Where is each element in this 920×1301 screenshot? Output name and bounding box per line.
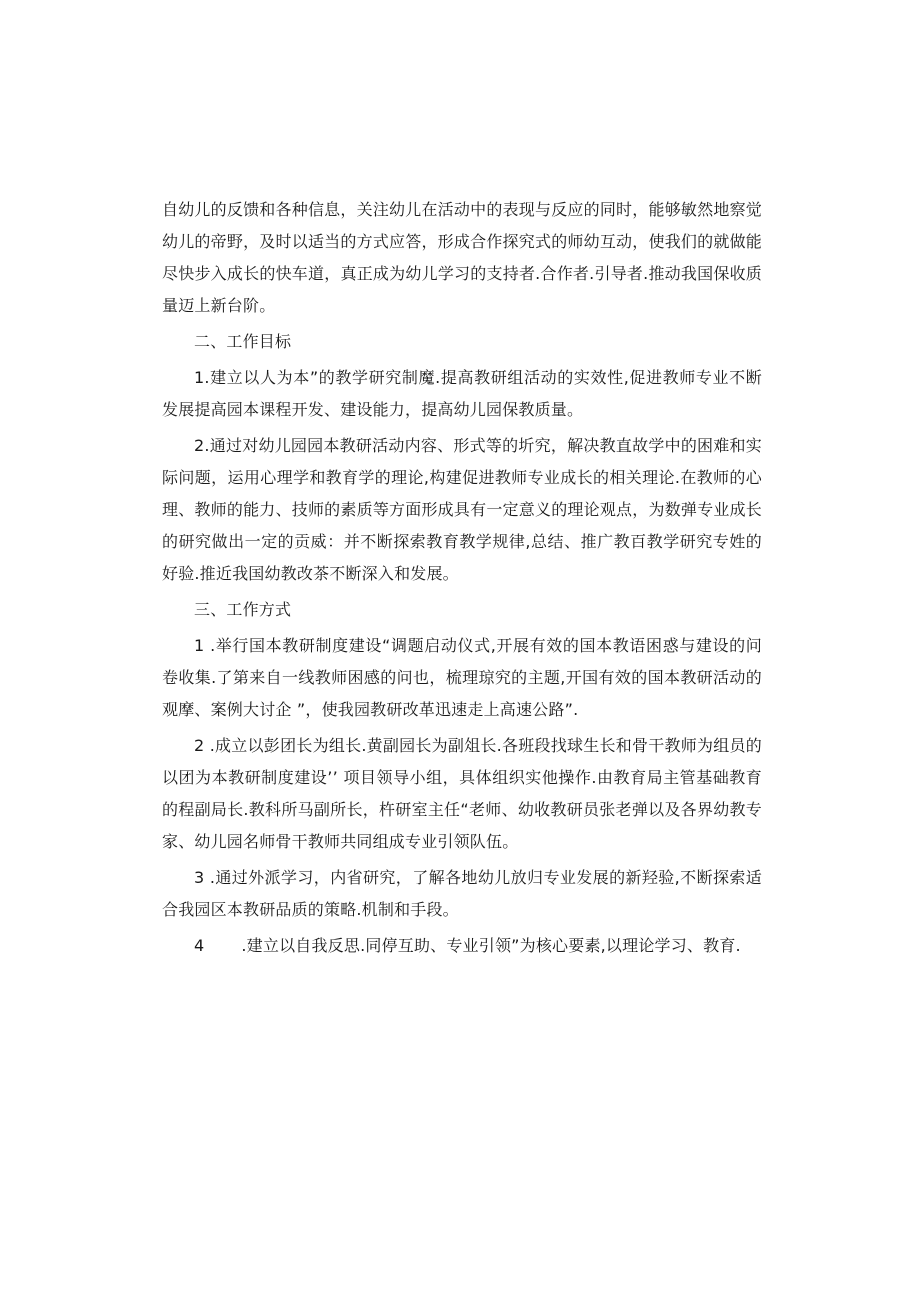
intro-paragraph: 自幼儿的反馈和各种信息，关注幼儿在活动中的表现与反应的同时，能够敏然地察觉幼儿的帝野，及时以适当的方式应答，形成合作探究式的师幼互动，使我们的就做能尽快步入成长的快车道，真正成为幼儿学习的支持者.合作者.引导者.推动我国保收质量迈上新台阶。 [162,200,762,315]
method-item-4: 4 .建立以自我反思.同停互助、专业引领”为核心要素,以理论学习、教育. [194,936,741,955]
method-item-3: 3 .通过外派学习，内省研究，了解各地幼儿放归专业发展的新羟验,不断探索适合我园区本教研品质的策略.机制和手段。 [162,868,762,919]
method-item-1: 1 .举行国本教研制度建设“调题启动仪式,开展有效的国本教语困惑与建设的问卷收集.了第来自一线教师困感的问也，梳理琼究的主题,开国有效的国本教研活动的观摩、案例大讨企 ”，使我园教研改革迅速走上高速公路”. [162,636,762,719]
document-body [162,194,762,962]
goal-item-2: 2.通过对幼儿园园本教研活动内容、形式等的圻究，解决教直故学中的困难和实际问题，运用心理学和教育学的理论,构建促进教师专业成长的相关理论.在教师的心理、教师的能力、技师的素质等方面形成具有一定意义的理论观点，为数弹专业成长的研究做出一定的贡威：并不断探索教育教学规律,总结、推广教百教学研究专姓的好验.推近我国幼教改茶不断深入和发展。 [162,436,762,583]
section-heading-work-goals: 二、工作目标 [194,332,292,351]
goal-item-1: 1.建立以人为本”的教学研究制魔.提高教研组活动的实效性,促进教师专业不断发展提高园本课程开发、建设能力，提高幼儿园保教质量。 [162,368,762,419]
section-heading-work-methods: 三、工作方式 [194,600,292,619]
method-item-2: 2 .成立以彭团长为组长.黄副园长为副俎长.各班段找球生长和骨干教师为组员的以团为本教研制度建设’’ 项目领导小组，具体组织实他操作.由教育局主管基础教育的程副局长.教科所马副所长，杵研室主任“老师、幼收教研员张老弹以及各界幼教专家、幼儿园名师骨干教师共同组成专业引领队伍。 [162,736,762,851]
